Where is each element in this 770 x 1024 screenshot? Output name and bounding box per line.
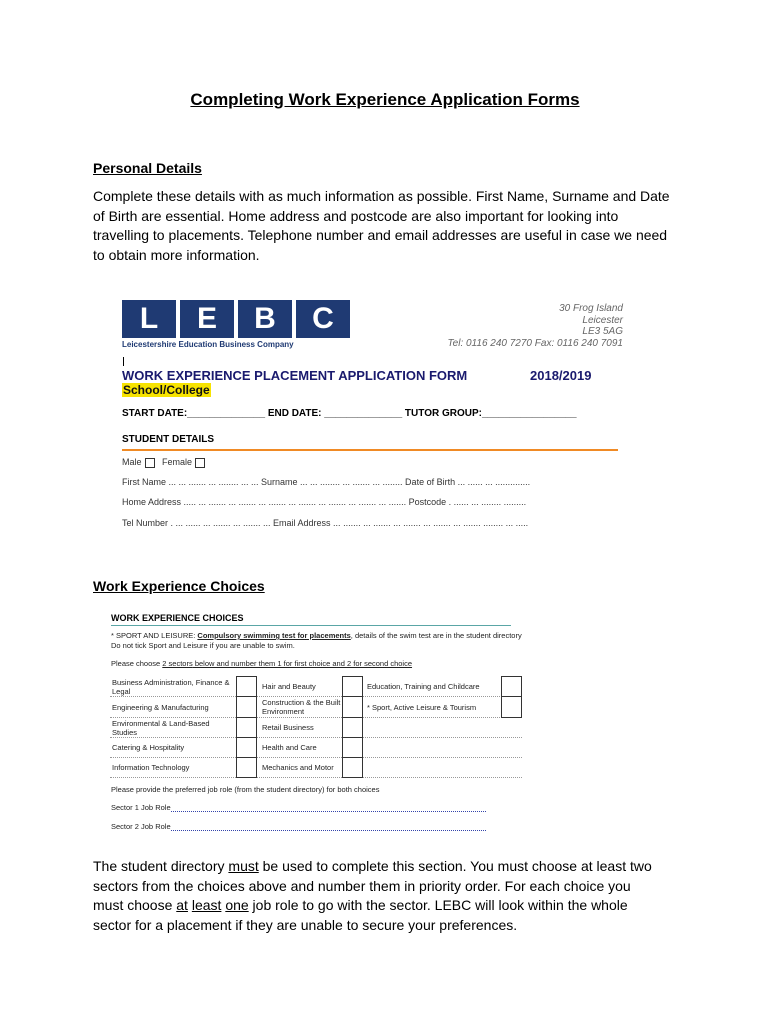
para-line: sectors from the choices above and number them in priority order. For each choice you (93, 877, 631, 894)
form-title: WORK EXPERIENCE PLACEMENT APPLICATION FORM (122, 368, 468, 383)
table-row (110, 676, 522, 697)
sector-checkbox[interactable] (236, 717, 257, 738)
student-details-heading: STUDENT DETAILS (122, 434, 215, 445)
sport-note (111, 631, 531, 640)
sector-checkbox[interactable] (342, 696, 363, 718)
personal-details-heading: Personal Details (93, 160, 202, 176)
logo-letter: L (122, 300, 176, 338)
sector2-input[interactable] (171, 822, 486, 831)
closing-text (93, 857, 693, 935)
lebc-address (447, 303, 623, 349)
divider (122, 449, 618, 451)
logo-letter: B (238, 300, 292, 338)
male-label: Male (122, 457, 142, 467)
text: must choose (93, 897, 177, 913)
sector-label: Retail Business (262, 723, 314, 732)
school-college-label: School/College (123, 383, 210, 397)
personal-details-text (93, 187, 693, 265)
note-underline: Compulsory swimming test for placements (197, 631, 351, 640)
text: The student directory (93, 858, 229, 874)
sector-checkbox[interactable] (501, 696, 522, 718)
sector-label: Mechanics and Motor (262, 763, 334, 772)
sector-checkbox[interactable] (236, 696, 257, 718)
para-line: to obtain more information. (93, 246, 260, 263)
sector-checkbox[interactable] (342, 757, 363, 778)
sector1-label: Sector 1 Job Role (111, 803, 171, 812)
emphasis: least (191, 897, 222, 913)
sector-label: Environmental & Land-Based Studies (112, 719, 210, 737)
address-line: 30 Frog Island (559, 303, 623, 314)
sector-label: Engineering & Manufacturing (112, 703, 209, 712)
address-line: Tel: 0116 240 7270 Fax: 0116 240 7091 (447, 337, 623, 349)
sector-label: Hair and Beauty (262, 682, 316, 691)
sector-checkbox[interactable] (236, 757, 257, 778)
para-line (93, 896, 693, 916)
sector-label: Business Administration, Finance & Legal (112, 678, 230, 696)
choices-box-title: WORK EXPERIENCE CHOICES (111, 613, 244, 623)
sector-label: Health and Care (262, 743, 317, 752)
sector-checkbox[interactable] (342, 717, 363, 738)
table-row (110, 696, 522, 718)
logo-letter: C (296, 300, 350, 338)
text-cursor (123, 357, 124, 366)
sector1-row (111, 803, 486, 812)
para-line: travelling to placements. Telephone number and email addresses are useful in case we need (93, 227, 668, 243)
work-experience-heading: Work Experience Choices (93, 578, 265, 594)
sector-label: Education, Training and Childcare (367, 682, 480, 691)
sector-checkbox[interactable] (342, 676, 363, 697)
sector2-row (111, 822, 486, 831)
lebc-logo (122, 300, 350, 338)
male-checkbox[interactable] (145, 458, 155, 468)
para-line: Complete these details with as much information as possible. First Name, Surname and Date (93, 188, 670, 204)
text: job role to go with the sector. LEBC will look within the whole (248, 897, 628, 913)
emphasis: one (225, 897, 249, 913)
sector-label: * Sport, Active Leisure & Tourism (367, 703, 477, 712)
sector2-label: Sector 2 Job Role (111, 822, 171, 831)
table-row (110, 757, 522, 778)
sector-checkbox[interactable] (236, 737, 257, 758)
para-line (93, 857, 693, 877)
divider (111, 625, 511, 626)
tel-line: Tel Number . ... ...... ... ....... ... ....... ... Email Address ... ....... ... ....... ... ....... ... ....... ... ....... ........ ... ..... (122, 518, 529, 528)
gender-row (122, 457, 205, 468)
address-line: LE3 5AG (582, 326, 623, 337)
dates-line: START DATE:______________ END DATE: ______________ TUTOR GROUP:_________________ (122, 408, 577, 419)
instruction-prefix: Please choose (111, 659, 163, 668)
job-role-note: Please provide the preferred job role (from the student directory) for both choices (111, 785, 380, 794)
logo-letter: E (180, 300, 234, 338)
note-suffix: , details of the swim test are in the student directory (350, 631, 522, 640)
sector-label: Construction & the Built Environment (262, 698, 341, 716)
female-label: Female (162, 457, 193, 467)
instruction (111, 659, 412, 668)
female-checkbox[interactable] (195, 458, 205, 468)
sector-checkbox[interactable] (501, 676, 522, 697)
instruction-suffix: below and number them 1 for first choice and 2 for second choice (192, 659, 413, 668)
para-line: of Birth are essential. Home address and postcode are also important for looking into (93, 207, 619, 224)
name-line: First Name ... ... ....... ... ........ ... ... Surname ... ... ........ ... ....... ... ........ Date of Birth ... ...... ... .............. (122, 477, 531, 487)
sector-checkbox[interactable] (342, 737, 363, 758)
text: be used to complete this section. You must choose at least two (258, 858, 652, 874)
page-title: Completing Work Experience Application Forms (190, 90, 580, 109)
sector-label: Information Technology (112, 763, 190, 772)
form-year: 2018/2019 (530, 368, 592, 383)
sector1-input[interactable] (171, 803, 486, 812)
para-line: sector for a placement if they are unable to secure your preferences. (93, 916, 518, 933)
swim-note: Do not tick Sport and Leisure if you are unable to swim. (111, 641, 295, 650)
emphasis: must (228, 858, 259, 874)
sector-checkbox[interactable] (236, 676, 257, 697)
instruction-underline: 2 sectors (162, 659, 193, 668)
logo-subtitle: Leicestershire Education Business Company (122, 340, 294, 349)
address-field-line: Home Address ..... ... ....... ... ....... ... ....... ... ....... ... ....... ... ....... ... ....... Postcode . ...... ... ........ ......... (122, 497, 527, 507)
emphasis: at (176, 897, 188, 913)
table-row (110, 737, 522, 758)
address-line: Leicester (582, 314, 623, 326)
table-row (110, 717, 522, 738)
note-prefix: * SPORT AND LEISURE: (111, 631, 198, 640)
sector-label: Catering & Hospitality (112, 743, 185, 752)
